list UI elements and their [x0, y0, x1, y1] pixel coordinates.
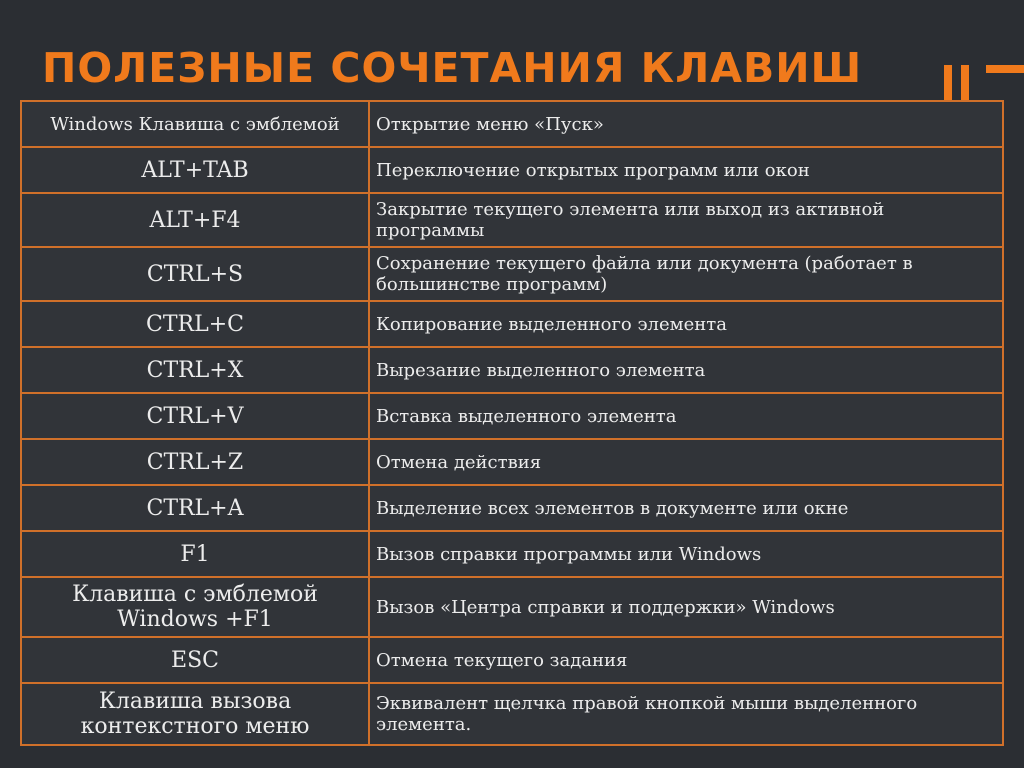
shortcut-key: ALT+TAB: [21, 147, 369, 193]
shortcut-key: Клавиша с эмблемой Windows +F1: [21, 577, 369, 637]
shortcuts-table: [20, 100, 1004, 746]
shortcut-key: ESC: [21, 637, 369, 683]
shortcut-key: F1: [21, 531, 369, 577]
shortcut-description: Сохранение текущего файла или документа (работает в большинстве программ): [369, 247, 1003, 301]
shortcut-key: CTRL+X: [21, 347, 369, 393]
table-row: [21, 637, 1003, 683]
shortcut-key: CTRL+S: [21, 247, 369, 301]
table-row: [21, 147, 1003, 193]
table-row: [21, 347, 1003, 393]
table-row: [21, 577, 1003, 637]
shortcut-description: Копирование выделенного элемента: [369, 301, 1003, 347]
shortcut-description: Вырезание выделенного элемента: [369, 347, 1003, 393]
shortcut-key: CTRL+A: [21, 485, 369, 531]
table-row: [21, 301, 1003, 347]
shortcut-description: Отмена действия: [369, 439, 1003, 485]
slide-title: ПОЛЕЗНЫЕ СОЧЕТАНИЯ КЛАВИШ: [42, 44, 863, 92]
shortcut-key: Windows Клавиша с эмблемой: [21, 101, 369, 147]
shortcut-key: CTRL+Z: [21, 439, 369, 485]
shortcut-key: CTRL+V: [21, 393, 369, 439]
shortcut-description: Открытие меню «Пуск»: [369, 101, 1003, 147]
shortcut-description: Вызов «Центра справки и поддержки» Windows: [369, 577, 1003, 637]
shortcut-description: Выделение всех элементов в документе или окне: [369, 485, 1003, 531]
table-row: [21, 683, 1003, 745]
shortcut-description: Вставка выделенного элемента: [369, 393, 1003, 439]
table-row: [21, 485, 1003, 531]
shortcut-description: Отмена текущего задания: [369, 637, 1003, 683]
shortcut-key: ALT+F4: [21, 193, 369, 247]
table-row: [21, 193, 1003, 247]
table-row: [21, 101, 1003, 147]
shortcut-description: Вызов справки программы или Windows: [369, 531, 1003, 577]
table-row: [21, 393, 1003, 439]
shortcut-key: Клавиша вызова контекстного меню: [21, 683, 369, 745]
table-row: [21, 247, 1003, 301]
decorative-line-icon: [986, 65, 1024, 73]
table-row: [21, 531, 1003, 577]
shortcut-key: CTRL+C: [21, 301, 369, 347]
table-row: [21, 439, 1003, 485]
shortcut-description: Переключение открытых программ или окон: [369, 147, 1003, 193]
shortcut-description: Эквивалент щелчка правой кнопкой мыши выделенного элемента.: [369, 683, 1003, 745]
shortcut-description: Закрытие текущего элемента или выход из активной программы: [369, 193, 1003, 247]
